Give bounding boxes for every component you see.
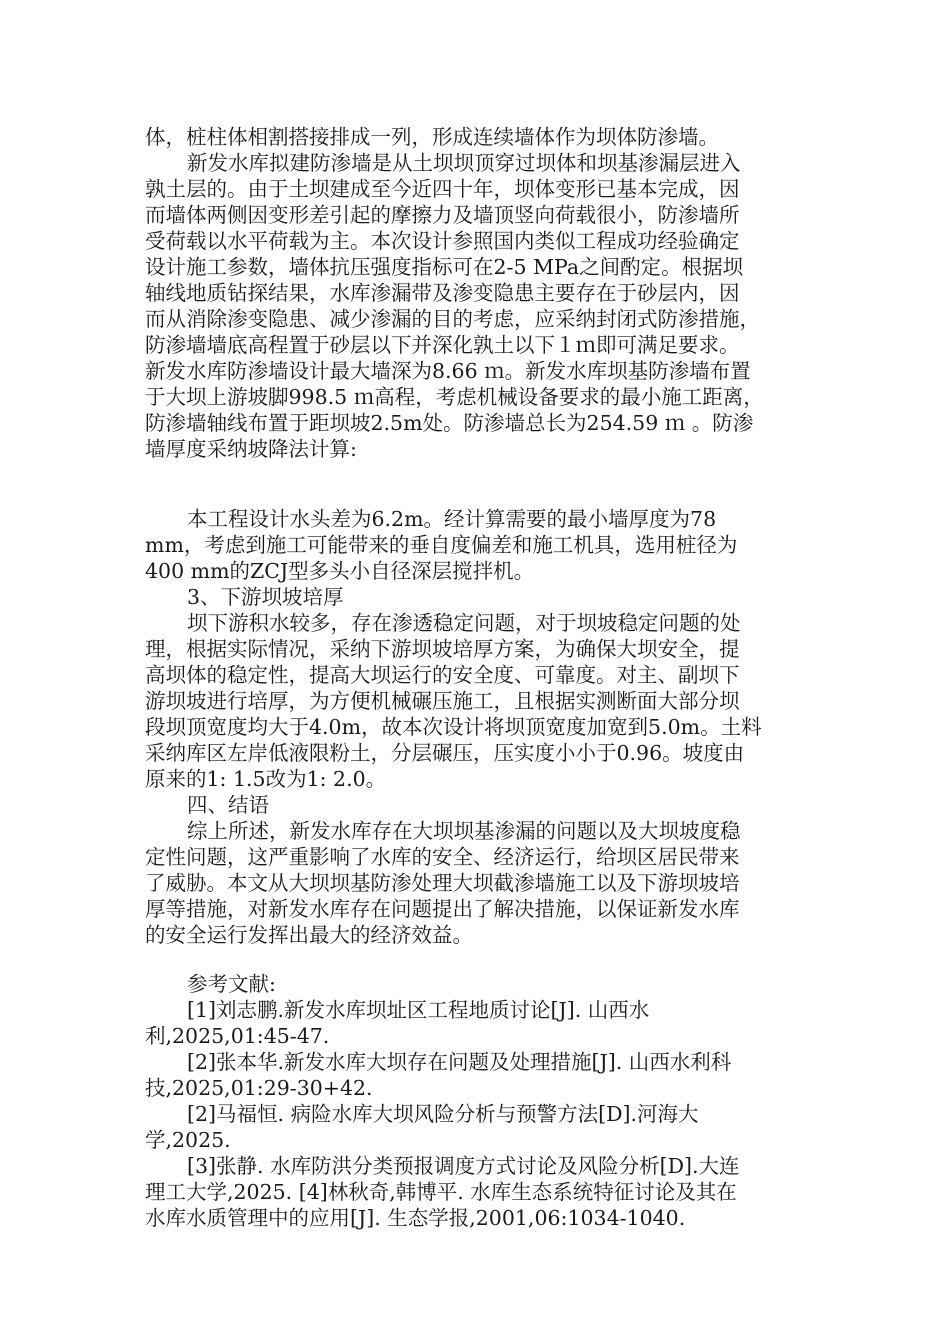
text-line: 段坝顶宽度均大于4.0m，故本次设计将坝顶宽度加宽到5.0m。土料 [145, 715, 762, 739]
text-line: 定性问题，这严重影响了水库的安全、经济运行，给坝区居民带来 [145, 845, 740, 869]
reference-line: 利,2025,01:45-47. [145, 1024, 330, 1048]
text-line: 而墙体两侧因变形差引起的摩擦力及墙顶竖向荷载很小，防渗墙所 [145, 203, 740, 227]
text-line: 防渗墙轴线布置于距坝坡2.5m处。防渗墙总长为254.59 ｍ 。防渗 [145, 411, 754, 435]
text-line: 的安全运行发挥出最大的经济效益。 [145, 923, 473, 947]
reference-line: 技,2025,01:29-30+42. [145, 1076, 373, 1100]
text-line: 采纳库区左岸低液限粉土，分层碾压，压实度小小于0.96。坡度由 [145, 741, 745, 765]
text-line: mm，考虑到施工可能带来的垂自度偏差和施工机具，选用桩径为 [145, 533, 738, 557]
text-line: 本工程设计水头差为6.2m。经计算需要的最小墙厚度为78 [187, 507, 717, 531]
text-line: 墙厚度采纳坡降法计算: [145, 437, 357, 461]
text-line: 防渗墙墙底高程置于砂层以下并深化孰土以下１ｍ即可满足要求。 [145, 333, 740, 357]
reference-line: 水库水质管理中的应用[J]. 生态学报,2001,06:1034-1040. [145, 1206, 686, 1230]
text-line: 原来的1: 1.5改为1: 2.0。 [145, 767, 387, 791]
reference-line: 学,2025. [145, 1128, 231, 1152]
text-line: 坝下游积水较多，存在渗透稳定问题，对于坝坡稳定问题的处 [187, 611, 741, 635]
reference-line: [1]刘志鹏.新发水库坝址区工程地质讨论[J]. 山西水 [187, 998, 650, 1022]
section-heading: 3、下游坝坡培厚 [187, 585, 344, 609]
section-heading: 四、结语 [187, 793, 269, 817]
text-line: 了威胁。本文从大坝坝基防渗处理大坝截渗墙施工以及下游坝坡培 [145, 871, 740, 895]
text-line: 厚等措施，对新发水库存在问题提出了解决措施，以保证新发水库 [145, 897, 740, 921]
reference-line: [3]张静. 水库防洪分类预报调度方式讨论及风险分析[D].大连 [187, 1154, 740, 1178]
reference-line: 理工大学,2025. [4]林秋奇,韩博平. 水库生态系统特征讨论及其在 [145, 1180, 737, 1204]
text-line: 400 mm的ZCJ型多头小自径深层搅拌机。 [145, 559, 535, 583]
text-line: 受荷载以水平荷载为主。本次设计参照国内类似工程成功经验确定 [145, 229, 740, 253]
references-heading: 参考文献: [187, 972, 276, 996]
reference-line: [2]张本华.新发水库大坝存在问题及处理措施[J]. 山西水利科 [187, 1050, 732, 1074]
text-line: 新发水库拟建防渗墙是从土坝坝顶穿过坝体和坝基渗漏层进入 [187, 151, 741, 175]
text-line: 体，桩柱体相割搭接排成一列，形成连续墙体作为坝体防渗墙。 [145, 125, 719, 149]
text-line: 新发水库防渗墙设计最大墙深为8.66 ｍ。新发水库坝基防渗墙布置 [145, 359, 751, 383]
text-line: 综上所述，新发水库存在大坝坝基渗漏的问题以及大坝坡度稳 [187, 819, 741, 843]
text-line: 游坝坡进行培厚，为方便机械碾压施工，且根据实测断面大部分坝 [145, 689, 740, 713]
text-line: 高坝体的稳定性，提高大坝运行的安全度、可靠度。对主、副坝下 [145, 663, 740, 687]
text-line: 孰土层的。由于土坝建成至今近四十年，坝体变形已基本完成，因 [145, 177, 740, 201]
text-line: 而从消除渗变隐患、减少渗漏的目的考虑，应采纳封闭式防渗措施， [145, 307, 760, 331]
text-line: 于大坝上游坡脚998.5 ｍ高程，考虑机械设备要求的最小施工距离， [145, 385, 764, 409]
text-line: 理，根据实际情况，采纳下游坝坡培厚方案，为确保大坝安全，提 [145, 637, 740, 661]
text-line: 设计施工参数，墙体抗压强度指标可在2-5 MPa之间酌定。根据坝 [145, 255, 744, 279]
reference-line: [2]马福恒. 病险水库大坝风险分析与预警方法[D].河海大 [187, 1102, 699, 1126]
text-line: 轴线地质钻探结果，水库渗漏带及渗变隐患主要存在于砂层内，因 [145, 281, 740, 305]
